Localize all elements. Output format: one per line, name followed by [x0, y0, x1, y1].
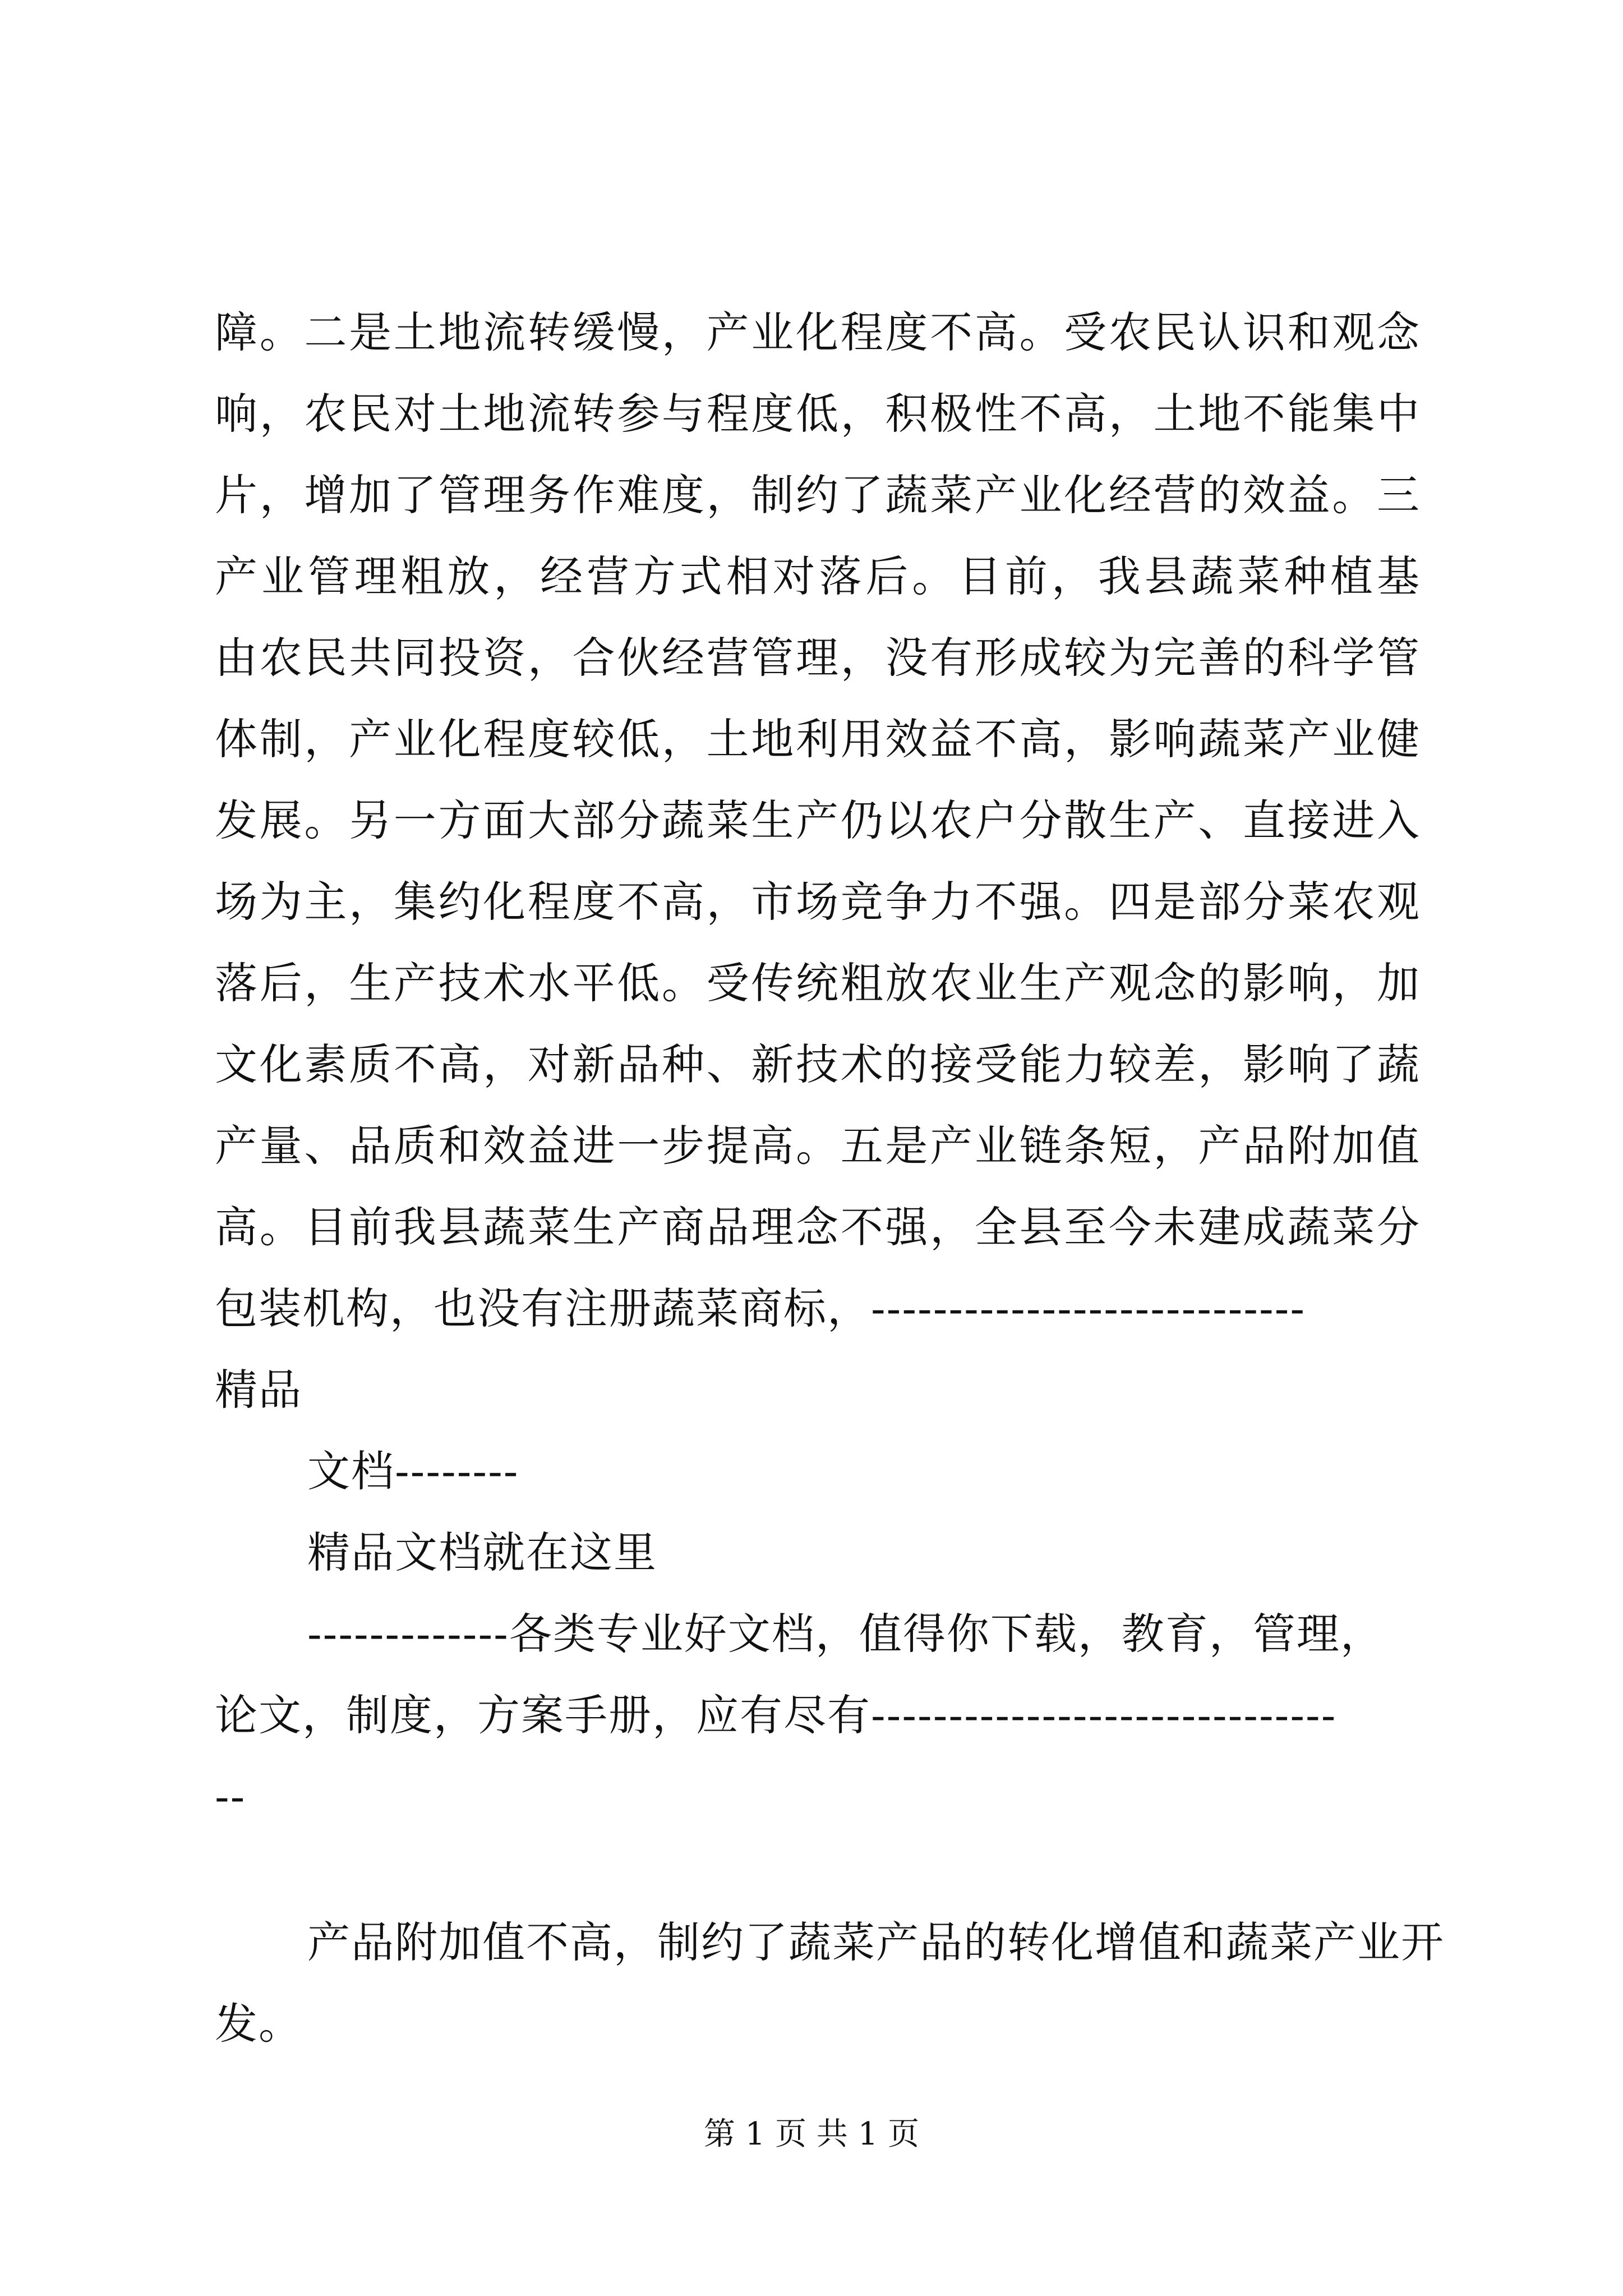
- text-line: 片，增加了管理务作难度，制约了蔬菜产业化经营的效益。三: [215, 470, 1421, 520]
- text-line: 体制，产业化程度较低，土地利用效益不高，影响蔬菜产业健: [215, 714, 1421, 764]
- text-line: -------------各类专业好文档，值得你下载，教育，管理，: [307, 1609, 1384, 1659]
- text-line: 响，农民对土地流转参与程度低，积极性不高，土地不能集中: [215, 389, 1421, 439]
- text-line: 落后，生产技术水平低。受传统粗放农业生产观念的影响，加: [215, 958, 1421, 1008]
- text-line: 文化素质不高，对新品种、新技术的接受能力较差，影响了蔬: [215, 1039, 1421, 1089]
- text-line: 产业管理粗放，经营方式相对落后。目前，我县蔬菜种植基: [215, 551, 1421, 601]
- text-line: 论文，制度，方案手册，应有尽有------------------------------: [215, 1690, 1337, 1740]
- text-line: 发。: [215, 1999, 302, 2049]
- text-line: 产品附加值不高，制约了蔬菜产品的转化增值和蔬菜产业开: [307, 1917, 1445, 1967]
- text-line: 高。目前我县蔬菜生产商品理念不强，全县至今未建成蔬菜分: [215, 1202, 1421, 1252]
- text-line: 由农民共同投资，合伙经营管理，没有形成较为完善的科学管: [215, 633, 1421, 683]
- document-body: [215, 292, 1445, 2064]
- text-line: 场为主，集约化程度不高，市场竞争力不强。四是部分菜农观: [215, 877, 1421, 927]
- paragraph-gap: [215, 1837, 1421, 1902]
- text-line: 发展。另一方面大部分蔬菜生产仍以农户分散生产、直接进入: [215, 795, 1421, 845]
- text-line: 障。二是土地流转缓慢，产业化程度不高。受农民认识和观念: [215, 307, 1421, 357]
- text-line: 产量、品质和效益进一步提高。五是产业链条短，产品附加值: [215, 1121, 1421, 1171]
- text-line: --: [215, 1772, 246, 1821]
- page-footer: [0, 2115, 1623, 2154]
- text-line: 精品文档就在这里: [307, 1527, 657, 1577]
- text-line: 包装机构，也没有注册蔬菜商标，----------------------------: [215, 1283, 1306, 1333]
- text-line: 文档--------: [307, 1446, 519, 1496]
- text-line: 精品: [215, 1365, 302, 1415]
- page-number: 第 1 页 共 1 页: [703, 2116, 920, 2152]
